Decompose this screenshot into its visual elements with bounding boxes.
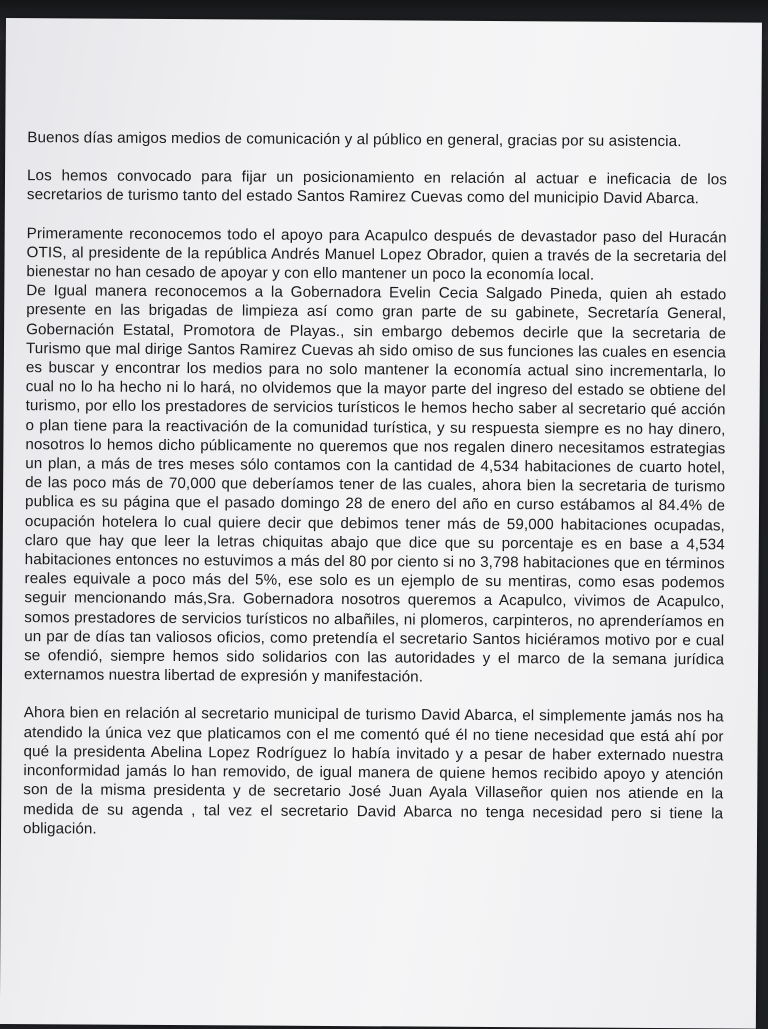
paragraph-greeting: Buenos días amigos medios de comunicación y al público en general, gracias por su asistencia. bbox=[27, 129, 682, 151]
paper-sheet bbox=[0, 18, 762, 1029]
paragraph-purpose: Los hemos convocado para fijar un posicionamiento en relación al actuar e ineficacia de los secretarios de turismo tanto del estado Santos Ramirez Cuevas como del municipio David Abarca. bbox=[26, 167, 728, 208]
document-body bbox=[23, 128, 727, 861]
paragraph-governor: De Igual manera reconocemos a la Gobernadora Evelin Cecia Salgado Pineda, quien ah estado presente en las brigadas de limpieza así como gran parte de su gabinete, Secretaría General, Gobernación Estatal, Promotora de Playas., sin embargo debemos decirle que la secretaria de Turismo que mal dirige Santos Ramirez Cuevas ah sido omiso de sus funciones las cuales en esencia es buscar y encontrar los medios para no solo mantener la economía actual sino incrementarla, lo cual no lo ha hecho ni lo hará, no olvidemos que la mayor parte del ingreso del estado se obtiene del turismo, por ello los prestadores de servicios turísticos le hemos hecho saber al secretario qué acción o plan tiene para la reactivación de la comunidad turística, y su respuesta siempre es no hay dinero, nosotros lo hemos dicho públicamente no queremos que nos regalen dinero necesitamos estrategias un plan, a más de tres meses sólo contamos con la cantidad de 4,534 habitaciones de cuarto hotel, de las poco más de 70,000 que deberíamos tener de las cuales, ahora bien la secretaria de turismo publica es su página que el pasado domingo 28 de enero del año en curso estábamos al 84.4% de ocupación hotelera lo cual quiere decir que debimos tener más de 59,000 habitaciones ocupadas, claro que hay que leer la letras chiquitas abajo que dice que su porcentaje es en base a 4,534 habitaciones entonces no estuvimos a más del 80 por ciento si no 3,798 habitaciones que en términos reales equivale a poco más del 5%, ese solo es un ejemplo de su mentiras, como esas podemos seguir mencionando más,Sra. Gobernadora nosotros queremos a Acapulco, vivimos de Acapulco, somos prestadores de servicios turísticos no albañiles, ni plomeros, carpinteros, no aprenderíamos en un par de días tan valiosos oficios, como pretendía el secretario Santos hiciéramos motivo por e cual se ofendió, siempre hemos sido solidarios con las autoridades y el marco de la semana jurídica externamos nuestra libertad de expresión y manifestación. bbox=[23, 282, 727, 686]
paragraph-municipal-secretary: Ahora bien en relación al secretario municipal de turismo David Abarca, el simplemente jamás nos ha atendido la única vez que platicamos con el me comentó qué él no tiene necesidad que está ahí por qué la presidenta Abelina Lopez Rodríguez lo había invitado y a pesar de haber externado nuestra inconformidad jamás lo han removido, de igual manera de quiene hemos recibido apoyo y atención son de la misma presidenta y de secretario José Juan Ayala Villaseñor quien nos atiende en la medida de su agenda , tal vez el secretario David Abarca no tenga necesidad pero si tiene la obligación. bbox=[22, 704, 724, 838]
paragraph-acknowledgement: Primeramente reconocemos todo el apoyo para Acapulco después de devastador paso del Huracán OTIS, al presidente de la república Andrés Manuel Lopez Obrador, quien a través de la secretaria del bienestar no han cesado de apoyar y con ello mantener un poco la economía local. bbox=[26, 224, 727, 284]
